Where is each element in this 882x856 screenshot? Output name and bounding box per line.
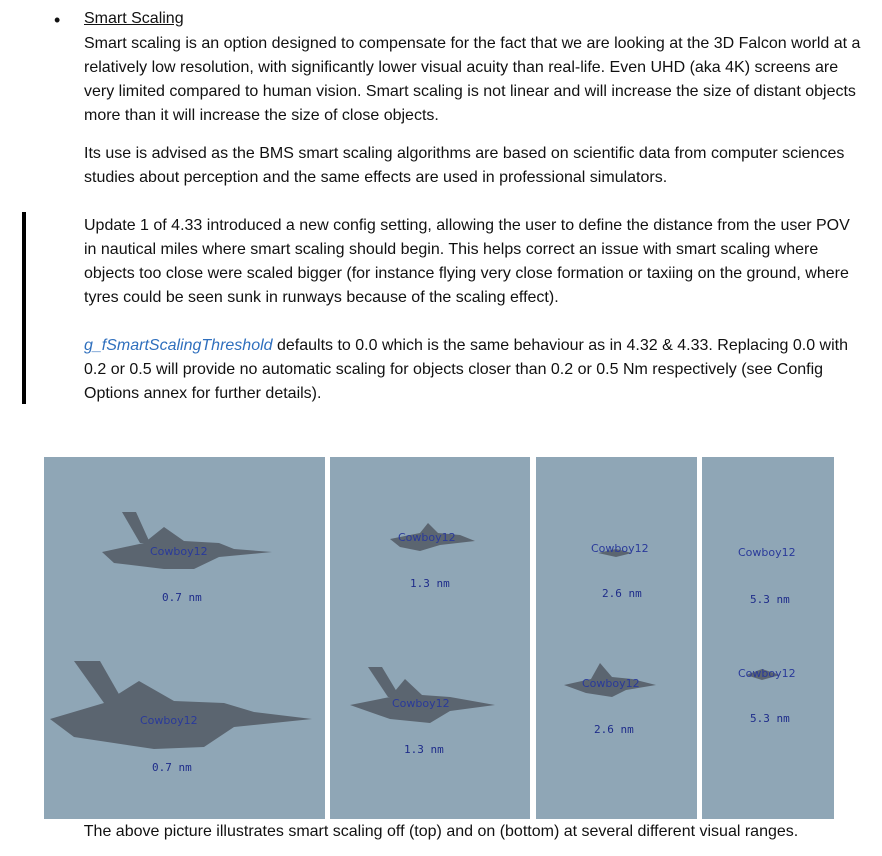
jet-images-panel-4 [702,457,834,819]
callsign-bottom-4: Cowboy12 [738,667,796,680]
callsign-bottom-1: Cowboy12 [140,714,198,727]
range-top-4: 5.3 nm [750,593,790,606]
paragraph-intro: Smart scaling is an option designed to compensate for the fact that we are looking at the 3D Falcon world at a relatively low resolution, with significantly lower visual acuity than real-life. Even UHD (aka 4K) screens are very limited compared to human vision. Smart scaling is not linear and will increase the size of distant objects more than it will increase the size of close objects. [84,35,861,124]
jet-images-panel-2 [330,457,530,819]
callsign-top-2: Cowboy12 [398,531,456,544]
range-bottom-2: 1.3 nm [404,743,444,756]
figure-panel-3 [536,457,697,819]
paragraph-advice: Its use is advised as the BMS smart scaling algorithms are based on scientific data from computer sciences studies about perception and the same effects are used in professional simulators. [84,145,845,186]
callsign-top-3: Cowboy12 [591,542,649,555]
jet-images-panel-3 [536,457,697,819]
callsign-bottom-2: Cowboy12 [392,697,450,710]
range-top-2: 1.3 nm [410,577,450,590]
callsign-top-1: Cowboy12 [150,545,208,558]
range-bottom-4: 5.3 nm [750,712,790,725]
callsign-top-4: Cowboy12 [738,546,796,559]
section-heading: Smart Scaling [84,10,184,27]
config-variable-name: g_fSmartScalingThreshold [84,337,273,354]
figure-panel-4 [702,457,834,819]
paragraph-update: Update 1 of 4.33 introduced a new config setting, allowing the user to define the distance from the user POV in nautical miles where smart scaling should begin. This helps correct an issue with smart scaling where objects too close were scaled bigger (for instance flying very close formation or taxiing on the ground, where tyres could be seen sunk in runways because of the scaling effect). [84,217,850,306]
figure-panel-1 [44,457,325,819]
change-bar [22,212,26,404]
paragraph-threshold-text: defaults to 0.0 which is the same behaviour as in 4.32 & 4.33. Replacing 0.0 with 0.2 or 0.5 will provide no automatic scaling for objects closer than 0.2 or 0.5 Nm respectively (see Config Options annex for further details). [84,337,848,402]
range-top-1: 0.7 nm [162,591,202,604]
figure-panel-2 [330,457,530,819]
figure-caption: The above picture illustrates smart scaling off (top) and on (bottom) at several different visual ranges. [83,823,799,840]
paragraph-threshold [84,334,864,406]
range-top-3: 2.6 nm [602,587,642,600]
callsign-bottom-3: Cowboy12 [582,677,640,690]
range-bottom-1: 0.7 nm [152,761,192,774]
range-bottom-3: 2.6 nm [594,723,634,736]
list-bullet: • [54,10,61,30]
